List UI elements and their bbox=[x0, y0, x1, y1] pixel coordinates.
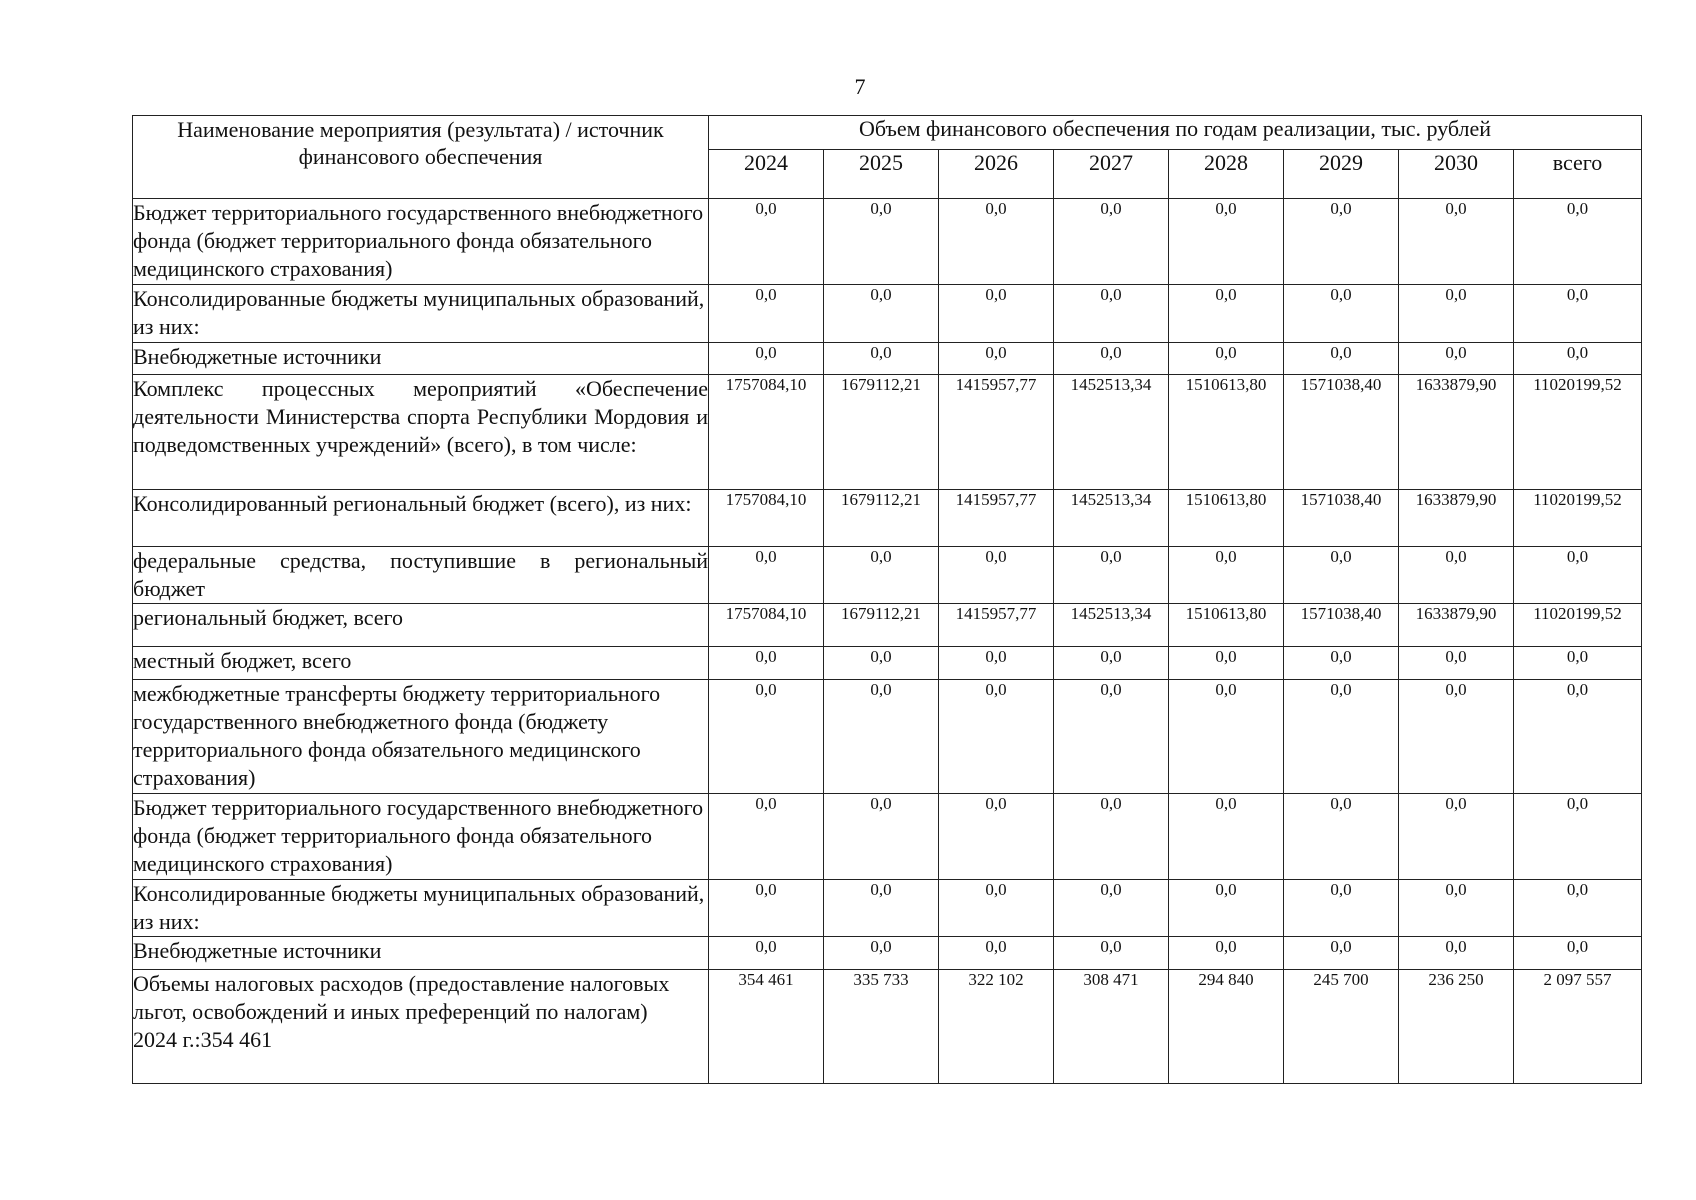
row-value-cell: 1757084,10 bbox=[709, 490, 824, 547]
year-header: 2024 bbox=[709, 150, 824, 199]
row-value-cell: 0,0 bbox=[1169, 680, 1284, 794]
header-funding-group: Объем финансового обеспечения по годам реализации, тыс. рублей bbox=[709, 116, 1642, 150]
row-value-cell: 0,0 bbox=[1399, 880, 1514, 937]
row-name: Консолидированные бюджеты муниципальных образований, из них: bbox=[133, 881, 705, 934]
funding-table bbox=[132, 115, 1642, 1084]
row-value-cell: 0,0 bbox=[1169, 647, 1284, 680]
row-value-cell: 0,0 bbox=[1054, 880, 1169, 937]
row-value-cell: 0,0 bbox=[1169, 880, 1284, 937]
row-value-cell: 0,0 bbox=[824, 794, 939, 880]
row-total-cell: 11020199,52 bbox=[1514, 490, 1642, 547]
row-value-cell: 0,0 bbox=[824, 880, 939, 937]
row-value-cell: 0,0 bbox=[1284, 937, 1399, 970]
year-header: 2030 bbox=[1399, 150, 1514, 199]
row-name-cell bbox=[133, 604, 709, 647]
row-value-cell: 0,0 bbox=[709, 647, 824, 680]
table-row bbox=[133, 680, 1642, 794]
row-value-cell: 0,0 bbox=[709, 880, 824, 937]
row-value-cell: 1757084,10 bbox=[709, 375, 824, 490]
row-value-cell: 0,0 bbox=[1399, 937, 1514, 970]
row-value-cell: 0,0 bbox=[1284, 343, 1399, 375]
row-value-cell: 0,0 bbox=[1054, 199, 1169, 285]
row-name-cell bbox=[133, 937, 709, 970]
row-value-cell: 0,0 bbox=[824, 647, 939, 680]
row-value-cell: 1571038,40 bbox=[1284, 490, 1399, 547]
table-row bbox=[133, 375, 1642, 490]
table-row bbox=[133, 880, 1642, 937]
row-value-cell: 1510613,80 bbox=[1169, 490, 1284, 547]
row-value-cell: 322 102 bbox=[939, 970, 1054, 1084]
row-value-cell: 245 700 bbox=[1284, 970, 1399, 1084]
row-total-cell: 11020199,52 bbox=[1514, 375, 1642, 490]
row-name-cell bbox=[133, 880, 709, 937]
row-value-cell: 0,0 bbox=[939, 794, 1054, 880]
row-value-cell: 0,0 bbox=[1169, 937, 1284, 970]
row-total-cell: 11020199,52 bbox=[1514, 604, 1642, 647]
row-total-cell: 0,0 bbox=[1514, 285, 1642, 343]
row-total-cell: 0,0 bbox=[1514, 880, 1642, 937]
row-value-cell: 0,0 bbox=[1054, 343, 1169, 375]
row-value-cell: 236 250 bbox=[1399, 970, 1514, 1084]
year-header: 2026 bbox=[939, 150, 1054, 199]
row-value-cell: 1633879,90 bbox=[1399, 490, 1514, 547]
row-value-cell: 0,0 bbox=[709, 680, 824, 794]
row-value-cell: 0,0 bbox=[1399, 794, 1514, 880]
row-name: Комплекс процессных мероприятий «Обеспечение деятельности Министерства спорта Республики Мордовия и подведомственных учреждений» (всего), в том числе: bbox=[133, 376, 708, 457]
header-name-column: Наименование мероприятия (результата) / источник финансового обеспечения bbox=[133, 116, 709, 199]
row-value-cell: 1679112,21 bbox=[824, 375, 939, 490]
row-value-cell: 0,0 bbox=[1054, 680, 1169, 794]
row-value-cell: 1452513,34 bbox=[1054, 490, 1169, 547]
row-value-cell: 354 461 bbox=[709, 970, 824, 1084]
table-row bbox=[133, 343, 1642, 375]
row-value-cell: 1679112,21 bbox=[824, 604, 939, 647]
header-row-group bbox=[133, 116, 1642, 150]
table-row bbox=[133, 794, 1642, 880]
row-total-cell: 0,0 bbox=[1514, 937, 1642, 970]
row-total-cell: 0,0 bbox=[1514, 343, 1642, 375]
row-value-cell: 0,0 bbox=[1054, 937, 1169, 970]
row-value-cell: 0,0 bbox=[939, 647, 1054, 680]
row-value-cell: 0,0 bbox=[939, 199, 1054, 285]
row-value-cell: 0,0 bbox=[1399, 547, 1514, 604]
row-total-cell: 0,0 bbox=[1514, 680, 1642, 794]
row-value-cell: 0,0 bbox=[709, 285, 824, 343]
table-row bbox=[133, 547, 1642, 604]
row-name-cell bbox=[133, 680, 709, 794]
row-total-cell: 0,0 bbox=[1514, 794, 1642, 880]
row-value-cell: 0,0 bbox=[1054, 647, 1169, 680]
row-value-cell: 1679112,21 bbox=[824, 490, 939, 547]
row-value-cell: 1415957,77 bbox=[939, 375, 1054, 490]
row-value-cell: 0,0 bbox=[1169, 794, 1284, 880]
row-name: Бюджет территориального государственного внебюджетного фонда (бюджет территориального фонда обязательного медицинского страхования) bbox=[133, 795, 704, 876]
table-row bbox=[133, 285, 1642, 343]
row-value-cell: 0,0 bbox=[1284, 680, 1399, 794]
row-value-cell: 1633879,90 bbox=[1399, 604, 1514, 647]
total-header: всего bbox=[1514, 150, 1642, 199]
row-value-cell: 0,0 bbox=[824, 343, 939, 375]
row-value-cell: 0,0 bbox=[709, 937, 824, 970]
row-value-cell: 0,0 bbox=[939, 937, 1054, 970]
row-value-cell: 1571038,40 bbox=[1284, 375, 1399, 490]
row-value-cell: 0,0 bbox=[1284, 880, 1399, 937]
row-value-cell: 0,0 bbox=[1054, 547, 1169, 604]
row-name-cell bbox=[133, 375, 709, 490]
row-value-cell: 0,0 bbox=[1399, 199, 1514, 285]
row-value-cell: 1452513,34 bbox=[1054, 375, 1169, 490]
table-row bbox=[133, 490, 1642, 547]
row-name-cell bbox=[133, 647, 709, 680]
row-value-cell: 0,0 bbox=[939, 547, 1054, 604]
row-name: межбюджетные трансферты бюджету территориального государственного внебюджетного фонда (бюджету территориального фонда обязательного медицинского страхования) bbox=[133, 681, 661, 790]
row-name: местный бюджет, всего bbox=[133, 648, 352, 673]
row-value-cell: 0,0 bbox=[1399, 647, 1514, 680]
row-name-cell bbox=[133, 970, 709, 1084]
row-name-extra: 2024 г.:354 461 bbox=[133, 1027, 273, 1052]
row-value-cell: 0,0 bbox=[1399, 285, 1514, 343]
row-name: Консолидированный региональный бюджет (всего), из них: bbox=[133, 491, 692, 516]
year-header: 2027 bbox=[1054, 150, 1169, 199]
row-value-cell: 1510613,80 bbox=[1169, 375, 1284, 490]
row-value-cell: 0,0 bbox=[709, 794, 824, 880]
row-value-cell: 0,0 bbox=[824, 937, 939, 970]
year-header: 2025 bbox=[824, 150, 939, 199]
row-name-cell bbox=[133, 547, 709, 604]
row-value-cell: 0,0 bbox=[824, 547, 939, 604]
row-value-cell: 1571038,40 bbox=[1284, 604, 1399, 647]
table-row bbox=[133, 937, 1642, 970]
row-name: региональный бюджет, всего bbox=[133, 605, 404, 630]
row-value-cell: 0,0 bbox=[1284, 547, 1399, 604]
row-name: Консолидированные бюджеты муниципальных образований, из них: bbox=[133, 286, 705, 339]
row-name: Бюджет территориального государственного внебюджетного фонда (бюджет территориального фонда обязательного медицинского страхования) bbox=[133, 200, 704, 281]
row-value-cell: 0,0 bbox=[1284, 285, 1399, 343]
row-value-cell: 308 471 bbox=[1054, 970, 1169, 1084]
row-value-cell: 0,0 bbox=[1054, 794, 1169, 880]
table-row bbox=[133, 199, 1642, 285]
row-value-cell: 0,0 bbox=[709, 199, 824, 285]
table-row bbox=[133, 647, 1642, 680]
row-value-cell: 0,0 bbox=[1284, 199, 1399, 285]
row-value-cell: 0,0 bbox=[1399, 680, 1514, 794]
row-name: федеральные средства, поступившие в региональный бюджет bbox=[133, 548, 708, 601]
row-value-cell: 0,0 bbox=[1399, 343, 1514, 375]
row-value-cell: 0,0 bbox=[1169, 285, 1284, 343]
row-name-cell bbox=[133, 794, 709, 880]
row-value-cell: 335 733 bbox=[824, 970, 939, 1084]
row-value-cell: 1510613,80 bbox=[1169, 604, 1284, 647]
row-value-cell: 0,0 bbox=[1169, 199, 1284, 285]
row-total-cell: 2 097 557 bbox=[1514, 970, 1642, 1084]
row-value-cell: 0,0 bbox=[1169, 343, 1284, 375]
row-value-cell: 1415957,77 bbox=[939, 490, 1054, 547]
row-value-cell: 1633879,90 bbox=[1399, 375, 1514, 490]
year-header: 2028 bbox=[1169, 150, 1284, 199]
row-value-cell: 0,0 bbox=[824, 199, 939, 285]
row-value-cell: 0,0 bbox=[1284, 794, 1399, 880]
table-row bbox=[133, 604, 1642, 647]
page-number: 7 bbox=[854, 74, 866, 99]
row-value-cell: 0,0 bbox=[824, 285, 939, 343]
table-row bbox=[133, 970, 1642, 1084]
row-name-cell bbox=[133, 285, 709, 343]
year-header: 2029 bbox=[1284, 150, 1399, 199]
row-value-cell: 1757084,10 bbox=[709, 604, 824, 647]
row-value-cell: 0,0 bbox=[709, 547, 824, 604]
row-value-cell: 0,0 bbox=[709, 343, 824, 375]
row-name-cell bbox=[133, 199, 709, 285]
row-value-cell: 0,0 bbox=[939, 343, 1054, 375]
row-value-cell: 0,0 bbox=[939, 880, 1054, 937]
row-value-cell: 0,0 bbox=[824, 680, 939, 794]
row-value-cell: 0,0 bbox=[939, 680, 1054, 794]
row-value-cell: 294 840 bbox=[1169, 970, 1284, 1084]
row-name: Внебюджетные источники bbox=[133, 344, 382, 369]
row-name-cell bbox=[133, 343, 709, 375]
row-value-cell: 1415957,77 bbox=[939, 604, 1054, 647]
row-name-cell bbox=[133, 490, 709, 547]
row-total-cell: 0,0 bbox=[1514, 199, 1642, 285]
row-value-cell: 0,0 bbox=[939, 285, 1054, 343]
row-value-cell: 0,0 bbox=[1284, 647, 1399, 680]
row-name: Внебюджетные источники bbox=[133, 938, 382, 963]
row-value-cell: 1452513,34 bbox=[1054, 604, 1169, 647]
row-total-cell: 0,0 bbox=[1514, 647, 1642, 680]
row-value-cell: 0,0 bbox=[1169, 547, 1284, 604]
row-name: Объемы налоговых расходов (предоставление налоговых льгот, освобождений и иных преференций по налогам) bbox=[133, 971, 670, 1024]
row-total-cell: 0,0 bbox=[1514, 547, 1642, 604]
row-value-cell: 0,0 bbox=[1054, 285, 1169, 343]
